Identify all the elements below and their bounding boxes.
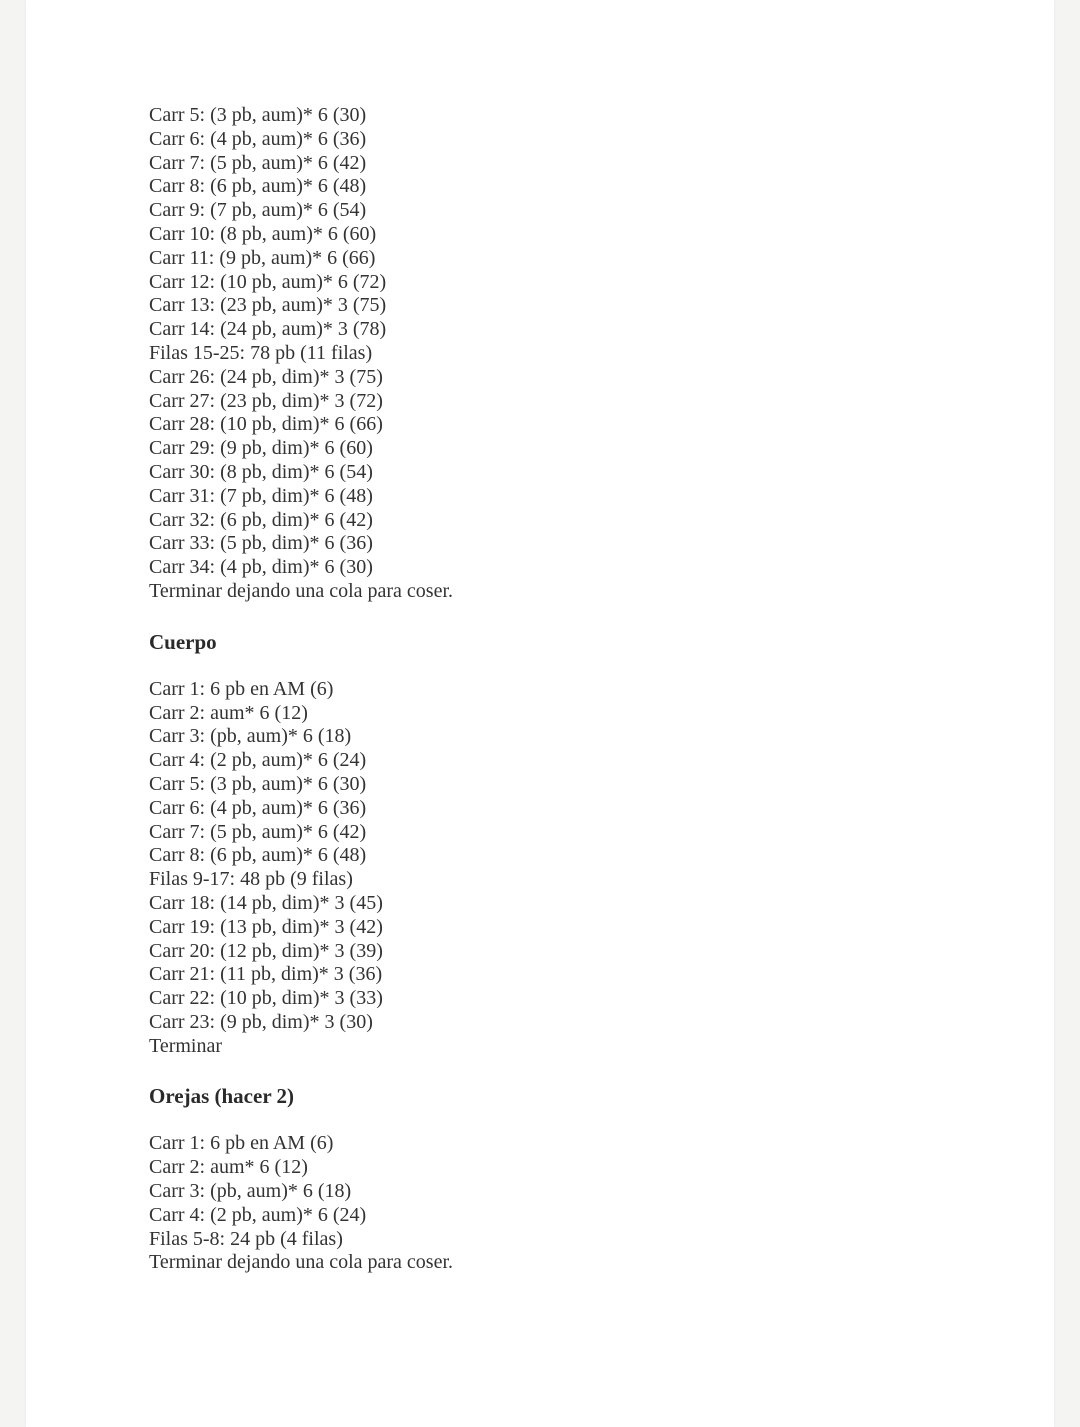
pattern-row: Carr 2: aum* 6 (12) <box>149 1156 308 1179</box>
section-head-continued <box>149 104 1009 604</box>
pattern-row: Carr 10: (8 pb, aum)* 6 (60) <box>149 222 377 245</box>
pattern-row: Carr 7: (5 pb, aum)* 6 (42) <box>149 151 367 174</box>
section-heading-cuerpo: Cuerpo <box>149 629 217 654</box>
pattern-row: Carr 30: (8 pb, dim)* 6 (54) <box>149 460 373 483</box>
pattern-row: Carr 1: 6 pb en AM (6) <box>149 677 334 700</box>
pattern-row: Carr 21: (11 pb, dim)* 3 (36) <box>149 963 383 986</box>
section-orejas <box>149 1132 1009 1275</box>
pattern-row: Carr 2: aum* 6 (12) <box>149 701 308 724</box>
pattern-content <box>149 104 1009 1275</box>
pattern-row: Carr 6: (4 pb, aum)* 6 (36) <box>149 796 367 819</box>
pattern-row: Carr 9: (7 pb, aum)* 6 (54) <box>149 199 367 222</box>
pattern-row: Carr 23: (9 pb, dim)* 3 (30) <box>149 1010 373 1033</box>
section-cuerpo <box>149 678 1009 1059</box>
pattern-row: Carr 32: (6 pb, dim)* 6 (42) <box>149 508 373 531</box>
pattern-row: Carr 5: (3 pb, aum)* 6 (30) <box>149 772 367 795</box>
pattern-row: Carr 4: (2 pb, aum)* 6 (24) <box>149 749 367 772</box>
pattern-row: Carr 4: (2 pb, aum)* 6 (24) <box>149 1203 367 1226</box>
pattern-row: Carr 19: (13 pb, dim)* 3 (42) <box>149 915 383 938</box>
pattern-row: Filas 15-25: 78 pb (11 filas) <box>149 341 373 364</box>
pattern-row: Carr 5: (3 pb, aum)* 6 (30) <box>149 104 367 126</box>
document-page <box>26 0 1054 1427</box>
pattern-row: Terminar <box>149 1034 223 1057</box>
pattern-row: Carr 31: (7 pb, dim)* 6 (48) <box>149 484 373 507</box>
pattern-row: Carr 18: (14 pb, dim)* 3 (45) <box>149 891 383 914</box>
pattern-row: Carr 8: (6 pb, aum)* 6 (48) <box>149 844 367 867</box>
pattern-row: Carr 27: (23 pb, dim)* 3 (72) <box>149 389 383 412</box>
pattern-row: Carr 33: (5 pb, dim)* 6 (36) <box>149 532 373 555</box>
pattern-row: Filas 9-17: 48 pb (9 filas) <box>149 868 353 891</box>
pattern-row: Carr 14: (24 pb, aum)* 3 (78) <box>149 318 387 341</box>
pattern-row: Carr 26: (24 pb, dim)* 3 (75) <box>149 365 383 388</box>
pattern-row: Carr 3: (pb, aum)* 6 (18) <box>149 1180 352 1203</box>
pattern-row: Terminar dejando una cola para coser. <box>149 579 454 602</box>
pattern-row: Carr 1: 6 pb en AM (6) <box>149 1132 334 1155</box>
pattern-row: Carr 22: (10 pb, dim)* 3 (33) <box>149 987 383 1010</box>
pattern-row: Carr 8: (6 pb, aum)* 6 (48) <box>149 175 367 198</box>
section-heading-orejas: Orejas (hacer 2) <box>149 1084 295 1109</box>
pattern-row: Filas 5-8: 24 pb (4 filas) <box>149 1227 343 1250</box>
pattern-row: Carr 6: (4 pb, aum)* 6 (36) <box>149 127 367 150</box>
pattern-row: Carr 20: (12 pb, dim)* 3 (39) <box>149 939 383 962</box>
pattern-row: Carr 12: (10 pb, aum)* 6 (72) <box>149 270 387 293</box>
pattern-row: Terminar dejando una cola para coser. <box>149 1251 454 1274</box>
pattern-row: Carr 29: (9 pb, dim)* 6 (60) <box>149 437 373 460</box>
pattern-row: Carr 3: (pb, aum)* 6 (18) <box>149 725 352 748</box>
pattern-row: Carr 34: (4 pb, dim)* 6 (30) <box>149 556 373 579</box>
pattern-row: Carr 7: (5 pb, aum)* 6 (42) <box>149 820 367 843</box>
pattern-row: Carr 11: (9 pb, aum)* 6 (66) <box>149 246 376 269</box>
pattern-row: Carr 13: (23 pb, aum)* 3 (75) <box>149 294 387 317</box>
pattern-row: Carr 28: (10 pb, dim)* 6 (66) <box>149 413 383 436</box>
